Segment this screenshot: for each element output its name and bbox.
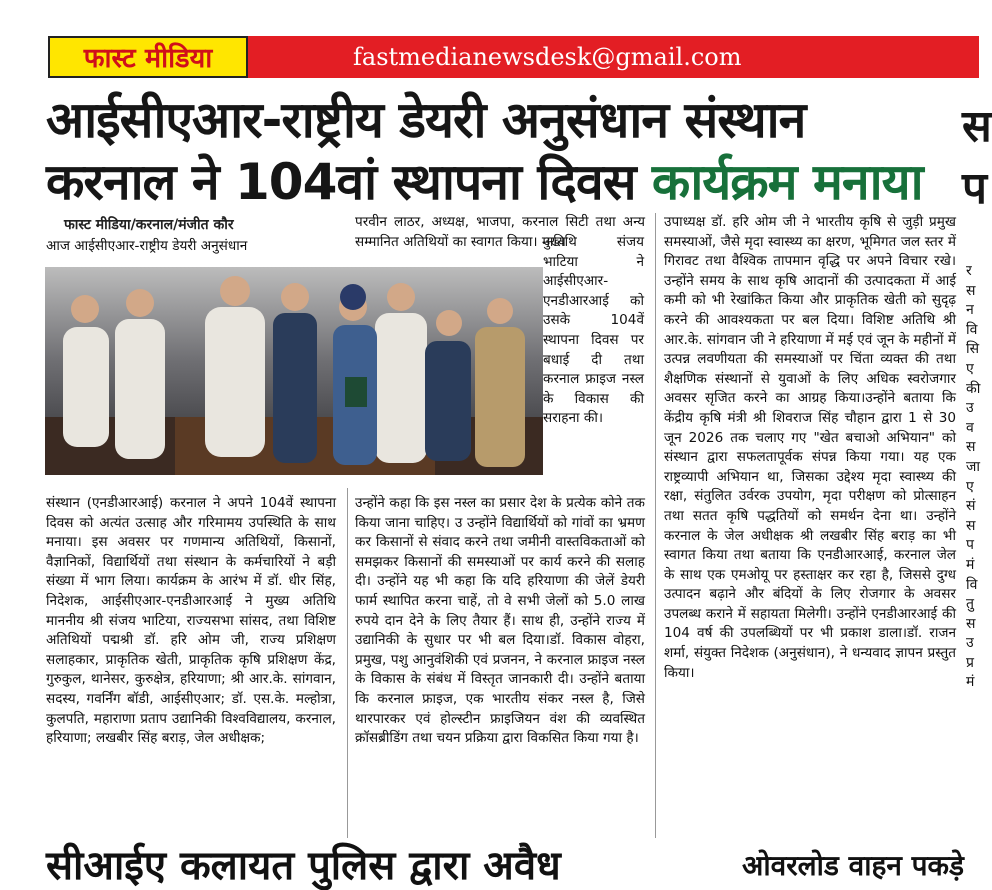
article-col1-body: संस्थान (एनडीआरआई) करनाल ने अपने 104वें स्थापना दिवस को अत्यंत उत्साह और गरिमामय उपस्थिति के साथ मनाया। इस अवसर पर गणमान्य अतिथियों, किसानों, वैज्ञानिकों, विद्यार्थियों तथा संस्थान के कर्मचारियों ने बड़ी संख्या में भाग लिया। कार्यक्रम के आरंभ में डॉ. धीर सिंह, निदेशक, आईसीएआर-एनडीआरआई ने मुख्य अतिथि माननीय श्री संजय भाटिया, राज्यसभा सांसद, तथा विशिष्ट अतिथियों पद्मश्री डॉ. हरि ओम जी, राज्य प्रशिक्षण सलाहकार, प्राकृतिक खेती, प्राकृतिक कृषि प्रशिक्षण केंद्र, गुरुकुल, थानेसर, कुरुक्षेत्र, हरियाणा; श्री आर.के. सांगवान, सदस्य, गवर्निंग बॉडी, आईसीएआर; डॉ. एस.के. मल्होत्रा, कुलपति, महाराणा प्रताप उद्यानिकी विश्वविद्यालय, करनाल, हरियाणा; लखबीर सिंह बराड़, जेल अधीक्षक;: [46, 495, 336, 747]
event-photo-illustration: [45, 267, 543, 475]
headline-line-2: [46, 150, 923, 214]
headline-line-2-main: करनाल ने 104वां स्थापना दिवस: [46, 153, 636, 211]
headline-line-1: आईसीएआर-राष्ट्रीय डेयरी अनुसंधान संस्थान: [46, 91, 806, 149]
next-article-headline-2: ओवरलोड वाहन पकड़े: [742, 849, 964, 882]
adjacent-article-fragment: र स न वि सि ए की उ व स जा ए सं स प मं वि तु स उ प्र मं: [966, 263, 981, 691]
adjacent-headline-fragment: स: [962, 101, 992, 152]
column-divider: [347, 488, 348, 838]
article-col3-body: उपाध्यक्ष डॉ. हरि ओम जी ने भारतीय कृषि से जुड़ी प्रमुख समस्याओं, जैसे मृदा स्वास्थ्य का क्षरण, भूमिगत जल स्तर में गिरावट तथा वैश्विक तापमान वृद्धि पर अपने विचार रखे। उन्होंने समय के साथ कृषि आदानों की उत्पादकता में आई कमी को भी रेखांकित किया और प्राकृतिक खेती को सुदृढ़ करने की आवश्यकता पर बल दिया। विशिष्ट अतिथि श्री आर.के. सांगवान जी ने हरियाणा में मई एवं जून के महीनों में उत्पन्न लवणीयता की समस्याओं पर चिंता व्यक्त की तथा शैक्षणिक संस्थानों से युवाओं के लिए अधिक स्वरोजगार अवसर सृजित करने का आग्रह किया।उन्होंने बताया कि केंद्रीय कृषि मंत्री श्री शिवराज सिंह चौहान द्वारा 1 से 30 जून 2026 तक चलाए गए "खेत बचाओ अभियान" को संस्थान द्वारा सफलतापूर्वक संपन्न किया गया। यह एक राष्ट्रव्यापी अभियान था, जिसका उद्देश्य मृदा स्वास्थ्य की रक्षा, संतुलित उर्वरक उपयोग, मृदा परीक्षण को प्रोत्साहन तथा सतत कृषि पद्धतियों को समर्थन देना था। उन्होंने करनाल के जेल अधीक्षक श्री लखबीर सिंह बराड़ का भी स्वागत किया तथा बताया कि एनडीआरआई, करनाल जेल के साथ एक एमओयू पर हस्ताक्षर कर रहा है, जिससे दुग्ध उत्पादन बढ़ाने और बंदियों के लिए रोजगार के अवसर उपलब्ध कराने में सहायता मिलेगी। उन्होंने एनडीआरआई की 104 वर्ष की उपलब्धियों पर भी प्रकाश डाला।डॉ. राजन शर्मा, संयुक्त निदेशक (अनुसंधान), ने धन्यवाद ज्ञापन प्रस्तुत किया।: [664, 214, 956, 681]
byline: फास्ट मीडिया/करनाल/मंजीत कौर: [64, 217, 234, 233]
column-divider: [655, 213, 656, 838]
masthead-bar: [48, 36, 979, 78]
headline-line-2-accent: कार्यक्रम मनाया: [651, 153, 923, 211]
next-article-headline: सीआईए कलायत पुलिस द्वारा अवैध: [46, 843, 561, 889]
article-col2-body: उन्होंने कहा कि इस नस्ल का प्रसार देश के प्रत्येक कोने तक किया जाना चाहिए। उ उन्होंने विद्यार्थियों को गांवों का भ्रमण कर किसानों से संवाद करने तथा जमीनी वास्तविकताओं को समझकर किसानों की समस्याओं पर कार्य करने की सलाह दी। उन्होंने यह भी कहा कि यदि हरियाणा की जेलें डेयरी फार्म स्थापित करना चाहें, तो वे सभी जेलों को 5.0 लाख रुपये दान देने के लिए तैयार हैं। साथ ही, उन्होंने राज्य में उद्यानिकी के सुधार पर भी बल दिया।डॉ. विकास वोहरा, प्रमुख, पशु आनुवंशिकी एवं प्रजनन, ने करनाल फ्राइज नस्ल के विकास के संबंध में विस्तृत जानकारी दी। उन्होंने बताया कि करनाल फ्राइज, एक भारतीय संकर नस्ल है, जिसे थारपारकर एवं होल्स्टीन फ्राइजियन वंश की व्यवस्थित क्रॉसब्रीडिंग तथा चयन प्रक्रिया द्वारा विकसित किया गया है।: [355, 495, 645, 747]
article-col2-top: परवीन लाठर, अध्यक्ष, भाजपा, करनाल सिटी तथा अन्य सम्मानित अतिथियों का स्वागत किया। मुख्य: [355, 214, 645, 250]
adjacent-headline-fragment: प: [962, 163, 987, 214]
article-col2-wrap: अतिथि संजय भाटिया ने आईसीएआर-एनडीआरआई को उसके 104वें स्थापना दिवस पर बधाई दी तथा करनाल फ्राइज नस्ल के विकास की सराहना की।: [543, 234, 644, 427]
contact-email[interactable]: fastmedianewsdesk@gmail.com: [353, 43, 742, 71]
event-photo: [45, 267, 543, 475]
brand-logo: फास्ट मीडिया: [48, 36, 248, 78]
article-intro: आज आईसीएआर-राष्ट्रीय डेयरी अनुसंधान: [46, 238, 248, 254]
